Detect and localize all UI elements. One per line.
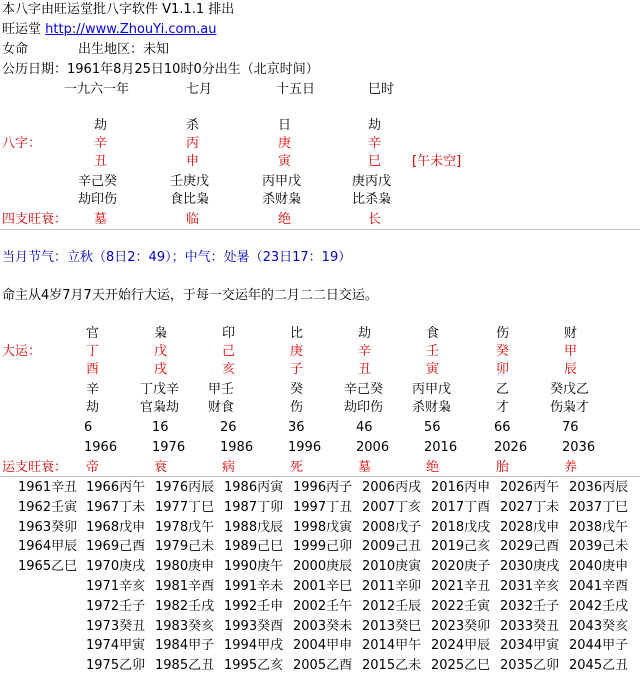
dayun-age: 16 <box>152 420 169 435</box>
dayun-stem: 甲 <box>564 344 578 359</box>
annual-year: 2002壬午 <box>293 598 353 614</box>
annual-year: 1971辛亥 <box>86 579 146 594</box>
annual-year: 2036丙辰 <box>569 480 629 495</box>
dayun-branch: 辰 <box>564 362 578 377</box>
phase-day: 绝 <box>278 212 292 227</box>
dayun-phase-label: 运支旺衰： <box>2 460 68 475</box>
dayun-phase: 衰 <box>154 460 168 475</box>
dayun-hidden-gods: 劫印伤 <box>344 400 384 415</box>
stem-month: 丙 <box>186 136 200 151</box>
annual-year: 1993癸酉 <box>224 618 284 634</box>
dayun-stem: 壬 <box>426 344 440 359</box>
hidden-stems-hour: 庚丙戊 <box>352 174 392 189</box>
annual-year: 2035乙卯 <box>500 658 560 674</box>
annual-year: 1985乙丑 <box>155 658 215 674</box>
hidden-stems-day: 丙甲戊 <box>262 174 302 189</box>
dayun-hidden: 癸戊乙 <box>550 382 590 397</box>
brand-name: 旺运堂 <box>2 22 42 37</box>
annual-year: 2042壬戌 <box>569 598 629 614</box>
dayun-god: 官 <box>86 326 100 341</box>
dayun-stem: 辛 <box>358 344 372 359</box>
pre-dayun-year: 1965乙巳 <box>18 559 78 575</box>
lunar-day: 十五日 <box>276 82 316 97</box>
dayun-hidden-gods: 杀财枭 <box>412 400 452 415</box>
dayun-hidden: 甲壬 <box>208 382 235 397</box>
annual-year: 2033癸丑 <box>500 618 560 634</box>
dayun-hidden: 辛己癸 <box>344 382 384 397</box>
pillar-god-month: 杀 <box>186 118 200 133</box>
annual-year: 2020庚子 <box>431 559 491 575</box>
annual-year: 1982壬戌 <box>155 598 215 614</box>
annual-year: 1967丁未 <box>86 499 146 515</box>
annual-year: 2018戊戌 <box>431 519 491 535</box>
dayun-age: 36 <box>288 420 305 435</box>
annual-year: 2007丁亥 <box>362 499 422 515</box>
annual-year: 2013癸巳 <box>362 618 422 634</box>
divider <box>0 229 640 230</box>
kong-wang: [午未空] <box>412 154 462 169</box>
dayun-hidden-gods: 伤 <box>290 400 304 415</box>
annual-year: 1977丁巳 <box>155 499 215 515</box>
report-title: 本八字由旺运堂批八字软件 V1.1.1 排出 <box>2 2 235 17</box>
dayun-age: 76 <box>562 420 579 435</box>
annual-year: 2028戊申 <box>500 519 560 535</box>
annual-year: 1966丙午 <box>86 480 146 495</box>
stem-day: 庚 <box>278 136 292 151</box>
dayun-god: 比 <box>290 326 304 341</box>
annual-year: 2026丙午 <box>500 480 560 495</box>
hidden-gods-hour: 比杀枭 <box>352 192 392 207</box>
brand-line <box>2 22 216 38</box>
annual-year: 1992壬申 <box>224 598 284 614</box>
dayun-year: 2036 <box>562 440 596 455</box>
annual-year: 1973癸丑 <box>86 618 146 634</box>
annual-year: 2025乙巳 <box>431 658 491 674</box>
lunar-year: 一九六一年 <box>64 82 130 97</box>
annual-year: 1986丙寅 <box>224 480 284 495</box>
dayun-year: 2026 <box>494 440 528 455</box>
pre-dayun-year: 1961辛丑 <box>18 480 78 495</box>
annual-year: 1996丙子 <box>293 480 353 495</box>
hidden-gods-month: 食比枭 <box>170 192 210 207</box>
stem-year: 辛 <box>94 136 108 151</box>
annual-year: 2037丁巳 <box>569 499 629 515</box>
pillar-god-day: 日 <box>278 118 292 133</box>
dayun-god: 财 <box>564 326 578 341</box>
annual-year: 2021辛丑 <box>431 579 491 594</box>
dayun-god: 食 <box>426 326 440 341</box>
annual-year: 2005乙酉 <box>293 658 353 674</box>
annual-year: 2030庚戌 <box>500 559 560 575</box>
annual-year: 1979己未 <box>155 539 215 555</box>
dayun-hidden: 丁戊辛 <box>140 382 180 397</box>
dayun-hidden: 辛 <box>86 382 100 397</box>
dayun-phase: 墓 <box>358 460 372 475</box>
annual-year: 2041辛酉 <box>569 579 629 594</box>
pre-dayun-year: 1964甲辰 <box>18 539 78 555</box>
dayun-age: 56 <box>424 420 441 435</box>
dayun-stem: 癸 <box>496 344 510 359</box>
phase-hour: 长 <box>368 212 382 227</box>
dayun-stem: 庚 <box>290 344 304 359</box>
annual-year: 1991辛未 <box>224 579 284 594</box>
annual-year: 1983癸亥 <box>155 618 215 634</box>
annual-year: 2001辛巳 <box>293 579 353 594</box>
annual-year: 2008戊子 <box>362 519 422 535</box>
annual-year: 1999己卯 <box>293 539 353 555</box>
annual-year: 2015乙未 <box>362 658 422 674</box>
annual-year: 1968戊申 <box>86 519 146 535</box>
branch-hour: 巳 <box>368 154 382 169</box>
dayun-hidden: 乙 <box>496 382 510 397</box>
dayun-god: 劫 <box>358 326 372 341</box>
annual-year: 2003癸未 <box>293 618 353 634</box>
dayun-phase: 病 <box>222 460 236 475</box>
phase-month: 临 <box>186 212 200 227</box>
annual-year: 2044甲子 <box>569 638 629 654</box>
annual-year: 2009己丑 <box>362 539 422 555</box>
annual-year: 2006丙戌 <box>362 480 422 495</box>
dayun-year: 2016 <box>424 440 458 455</box>
annual-year: 2019己亥 <box>431 539 491 555</box>
annual-year: 2012壬辰 <box>362 598 422 614</box>
pre-dayun-year: 1962壬寅 <box>18 499 78 515</box>
annual-year: 1990庚午 <box>224 559 284 575</box>
annual-year: 2032壬子 <box>500 598 560 614</box>
dayun-phase: 帝 <box>86 460 100 475</box>
pillar-god-year: 劫 <box>94 118 108 133</box>
pillar-god-hour: 劫 <box>368 118 382 133</box>
annual-year: 2016丙申 <box>431 480 491 495</box>
annual-year: 2045乙丑 <box>569 658 629 674</box>
dayun-hidden-gods: 财食 <box>208 400 235 415</box>
dayun-branch: 酉 <box>86 362 100 377</box>
annual-year: 1981辛酉 <box>155 579 215 594</box>
dayun-year: 1976 <box>152 440 186 455</box>
annual-year: 1995乙亥 <box>224 658 284 674</box>
dayun-god: 枭 <box>154 326 168 341</box>
dayun-branch: 戌 <box>154 362 168 377</box>
annual-year: 1994甲戌 <box>224 638 284 654</box>
annual-year: 1972壬子 <box>86 598 146 614</box>
dayun-age: 66 <box>494 420 511 435</box>
hidden-stems-year: 辛己癸 <box>78 174 118 189</box>
annual-year: 1969己酉 <box>86 539 146 555</box>
annual-year: 2014甲午 <box>362 638 422 654</box>
branch-month: 申 <box>186 154 200 169</box>
annual-year: 2029己酉 <box>500 539 560 555</box>
annual-year: 2004甲申 <box>293 638 353 654</box>
dayun-branch: 亥 <box>222 362 236 377</box>
lunar-hour: 巳时 <box>368 82 395 97</box>
annual-year: 2027丁未 <box>500 499 560 515</box>
annual-year: 1974甲寅 <box>86 638 146 654</box>
dayun-phase: 死 <box>290 460 304 475</box>
dayun-hidden-gods: 伤枭才 <box>550 400 590 415</box>
annual-year: 1978戊午 <box>155 519 215 535</box>
dayun-age: 46 <box>356 420 373 435</box>
annual-year: 2039己未 <box>569 539 629 555</box>
birthplace: 出生地区：未知 <box>78 42 170 57</box>
annual-year: 2023癸卯 <box>431 618 491 634</box>
dayun-hidden: 丙甲戊 <box>412 382 452 397</box>
hidden-gods-year: 劫印伤 <box>78 192 118 207</box>
dayun-year: 2006 <box>356 440 390 455</box>
dayun-stem: 戊 <box>154 344 168 359</box>
annual-year: 2022壬寅 <box>431 598 491 614</box>
solar-date: 公历日期：1961年8月25日10时0分出生（北京时间） <box>2 62 319 77</box>
annual-year: 1984甲子 <box>155 638 215 654</box>
branch-day: 寅 <box>278 154 292 169</box>
annual-year: 1998戊寅 <box>293 519 353 535</box>
annual-year: 1976丙辰 <box>155 480 215 495</box>
phase-year: 墓 <box>94 212 108 227</box>
website-link[interactable]: http://www.ZhouYi.com.au <box>45 22 217 37</box>
dayun-start-note: 命主从4岁7月7天开始行大运，于每一交运年的二月二二日交运。 <box>2 288 378 303</box>
dayun-stem: 己 <box>222 344 236 359</box>
dayun-branch: 丑 <box>358 362 372 377</box>
dayun-phase: 养 <box>564 460 578 475</box>
dayun-year: 1966 <box>84 440 118 455</box>
annual-year: 2000庚辰 <box>293 559 353 575</box>
solar-terms: 当月节气：立秋（8日2：49）；中气：处暑（23日17：19） <box>2 250 352 265</box>
pre-dayun-year: 1963癸卯 <box>18 519 78 535</box>
dayun-hidden: 癸 <box>290 382 304 397</box>
annual-year: 2038戊午 <box>569 519 629 535</box>
dayun-phase: 绝 <box>426 460 440 475</box>
annual-year: 2031辛亥 <box>500 579 560 594</box>
annual-year: 2043癸亥 <box>569 618 629 634</box>
lunar-month: 七月 <box>186 82 213 97</box>
dayun-branch: 卯 <box>496 362 510 377</box>
dayun-year: 1996 <box>288 440 322 455</box>
dayun-age: 6 <box>84 420 93 435</box>
annual-year: 1980庚申 <box>155 559 215 575</box>
annual-year: 1975乙卯 <box>86 658 146 674</box>
dayun-god: 伤 <box>496 326 510 341</box>
dayun-age: 26 <box>220 420 237 435</box>
four-branch-phase-label: 四支旺衰： <box>2 212 68 227</box>
hidden-stems-month: 壬庚戊 <box>170 174 210 189</box>
dayun-hidden-gods: 官枭劫 <box>140 400 180 415</box>
dayun-phase: 胎 <box>496 460 510 475</box>
annual-year: 2024甲辰 <box>431 638 491 654</box>
dayun-branch: 寅 <box>426 362 440 377</box>
annual-year: 1989己巳 <box>224 539 284 555</box>
annual-year: 2010庚寅 <box>362 559 422 575</box>
branch-year: 丑 <box>94 154 108 169</box>
bazi-label: 八字： <box>2 136 42 151</box>
annual-year: 1988戊辰 <box>224 519 284 535</box>
dayun-label: 大运： <box>2 344 42 359</box>
dayun-branch: 子 <box>290 362 304 377</box>
divider <box>0 476 640 477</box>
dayun-hidden-gods: 劫 <box>86 400 100 415</box>
hidden-gods-day: 杀财枭 <box>262 192 302 207</box>
annual-year: 2017丁酉 <box>431 499 491 515</box>
stem-hour: 辛 <box>368 136 382 151</box>
annual-year: 2040庚申 <box>569 559 629 575</box>
annual-year: 1987丁卯 <box>224 499 284 515</box>
annual-year: 2011辛卯 <box>362 579 422 594</box>
annual-year: 1997丁丑 <box>293 499 353 515</box>
annual-year: 1970庚戌 <box>86 559 146 575</box>
dayun-year: 1986 <box>220 440 254 455</box>
dayun-god: 印 <box>222 326 236 341</box>
dayun-hidden-gods: 才 <box>496 400 510 415</box>
dayun-stem: 丁 <box>86 344 100 359</box>
gender: 女命 <box>2 42 29 57</box>
annual-year: 2034甲寅 <box>500 638 560 654</box>
